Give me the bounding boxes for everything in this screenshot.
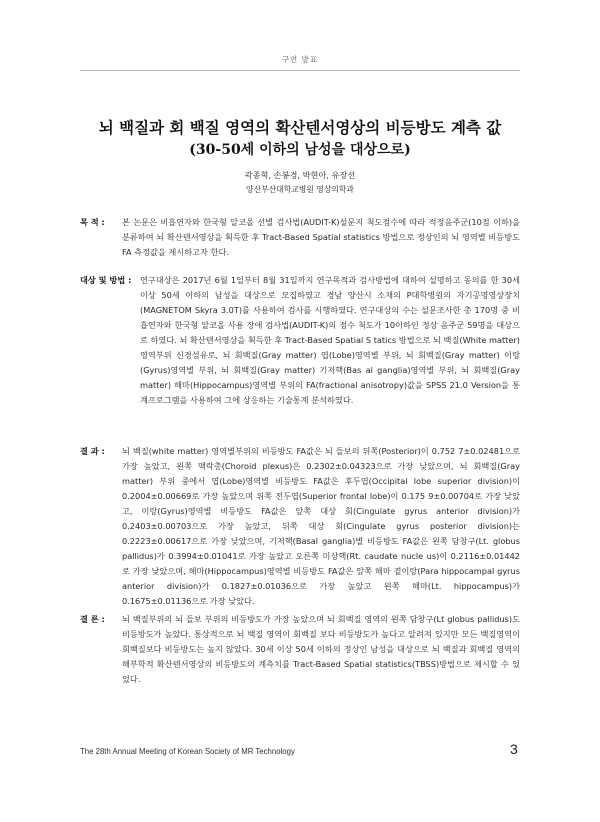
section-body-conclusion: 뇌 백질부위의 뇌 들보 부위의 비등방도가 가장 높았으며 뇌 회백질 영역의 왼쪽 담창구(Lt globus pallidus)도 비등방도가 높았다. 통상적으로 뇌 백질 영역이 회백질 보다 비등방도가 높다고 알려져 있지만 모든 백질영역이 회백질보다 비등방도는 높지 않았다. 30세 이상 50세 이하의 정상인 남성을 대상으로 뇌 백질과 회백질 영역의 해부학적 확산텐서영상의 비등방도의 계측치를 Tract-Based Spatial statistics(TBSS)방법으로 제시할 수 있었다. — [122, 614, 520, 684]
section-label-conclusion: 결 론 : — [80, 614, 105, 624]
section-label-purpose: 목 적 : — [80, 217, 105, 227]
section-methods — [80, 273, 520, 408]
section-results — [80, 444, 520, 609]
section-label-methods: 대상 및 방법 : — [80, 275, 132, 285]
paper-subtitle: (30-50세 이하의 남성을 대상으로) — [189, 142, 411, 158]
section-purpose — [80, 215, 520, 260]
paper-title: 뇌 백질과 회 백질 영역의 확산텐서영상의 비등방도 계측 값 — [98, 118, 502, 137]
running-header: 구연 발표 — [281, 55, 319, 64]
section-label-results: 결 과 : — [80, 446, 105, 456]
author-list: 곽종혁, 손봉경, 박현아, 유장선 — [244, 170, 356, 180]
section-body-purpose: 본 논문은 비흡연자와 한국형 알코올 선별 검사법(AUDIT-K)설문지 척도점수에 따라 적정음주군(10점 이하)을 분류하여 뇌 확산텐서영상을 획득한 후 Tract-Based Spatial statistics 방법으로 정상인의 뇌 영역별 비등방도 FA 측정값을 제시하고자 한다. — [122, 217, 520, 257]
section-body-results: 뇌 백질(white matter) 영역별부위의 비등방도 FA값은 뇌 들보의 뒤쪽(Posterior)이 0.752 7±0.02481으로 가장 높았고, 왼쪽 맥락총(Choroid plexus)은 0.2302±0.04323으로 가장 낮았으며, 뇌 회백질(Gray matter) 부위 중에서 엽(Lobe)영역별 비등방도 FA값은 후두엽(Occipital lobe superior division)이 0.2004±0.00669로 가장 높았으며 위쪽 전두엽(Superior frontal lobe)이 0.175 9±0.00704로 가장 낮았고, 이랑(Gyrus)영역별 비등방도 FA값은 앞쪽 대상 회(Cingulate gyrus anterior division)가 0.2403±0.00703으로 가장 높았고, 뒤쪽 대상 회(Cingulate gyrus posterior division)는 0.2223±0.00617으로 가장 낮았으며, 기저핵(Basal ganglia)별 비등방도 FA값은 왼쪽 담창구(Lt. globus pallidus)가 0.3994±0.01041로 가장 높았고 오른쪽 미상핵(Rt. caudate nucle us)이 0.2116±0.01442로 가장 낮았으며, 해마(Hippocampus)영역별 비등방도 FA값은 앞쪽 해마 곁이랑(Para hippocampal gyrus anterior division)가 0.1827±0.01036으로 가장 높았고 왼쪽 해마(Lt. hippocampus)가 0.1675±0.01136으로 가장 낮았다. — [122, 446, 520, 606]
header-divider — [80, 70, 520, 71]
section-body-methods: 연구대상은 2017년 6월 1일부터 8월 31일까지 연구목적과 검사방법에 대하여 설명하고 동의를 한 30세 이상 50세 이하의 남성을 대상으로 모집하였고 경남 양산시 소재의 P대학병원의 자기공명영상장치 (MAGNETOM Skyra 3.0T)를 사용하여 검사를 시행하였다. 연구대상의 수는 설문조사한 총 170명 중 비흡연자와 한국형 알코올 사용 장애 검사법(AUDIT-K)의 점수 척도가 10이하인 정상 음주군 59명을 대상으로 하였다. 뇌 확산텐서영상을 획득한 후 Tract-Based Spatial S tatics 방법으로 뇌 백질(White matter)영역부위 신경섬유로, 뇌 회백질(Gray matter) 엽(Lobe)영역별 부위, 뇌 회백질(Gray matter) 이랑(Gyrus)영역별 부위, 뇌 회백질(Gray matter) 기저핵(Bas al ganglia)영역별 부위, 뇌 회백질(Gray matter) 해마(Hippocampus)영역별 부위의 FA(fractional anisotropy)값을 SPSS 21.0 Version을 통계프로그램을 사용하여 그에 상응하는 기술통계 분석하였다. — [140, 275, 520, 405]
section-conclusion — [80, 612, 520, 687]
footer-meeting-name: The 28th Annual Meeting of Korean Society of MR Technology — [80, 747, 295, 756]
page-number: 3 — [510, 741, 518, 757]
affiliation: 양산부산대학교병원 영상의학과 — [246, 185, 354, 194]
